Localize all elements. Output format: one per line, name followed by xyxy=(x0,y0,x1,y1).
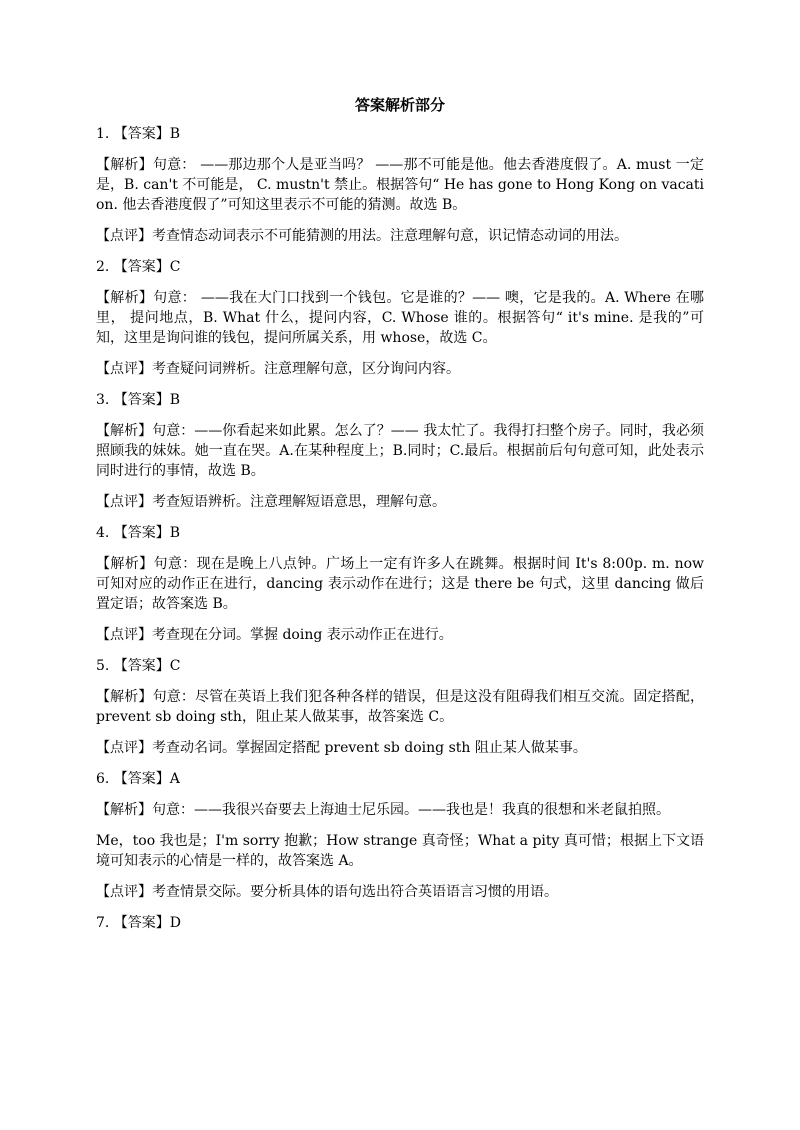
question-block-4 xyxy=(96,523,704,645)
question-block-2 xyxy=(96,257,704,379)
comment-text: 【点评】考查疑问词辨析。注意理解句意，区分询问内容。 xyxy=(96,361,460,377)
comment-text: 【点评】考查情景交际。要分析具体的语句选出符合英语语言习惯的用语。 xyxy=(96,884,558,900)
answer-list xyxy=(96,124,704,944)
answer-line: 6. 【答案】A xyxy=(96,771,180,787)
answer-line: 3. 【答案】B xyxy=(96,392,181,408)
answer-line: 7. 【答案】D xyxy=(96,915,182,931)
question-block-1 xyxy=(96,124,704,246)
comment-text: 【点评】考查短语辨析。注意理解短语意思，理解句意。 xyxy=(96,494,446,510)
page-title: 答案解析部分 xyxy=(354,96,445,114)
question-block-6 xyxy=(96,769,704,902)
question-block-7 xyxy=(96,913,704,933)
question-block-3 xyxy=(96,390,704,512)
answer-line: 4. 【答案】B xyxy=(96,525,181,541)
comment-text: 【点评】考查动名词。掌握固定搭配 prevent sb doing sth 阻止某人做某事。 xyxy=(96,740,587,756)
answer-line: 5. 【答案】C xyxy=(96,658,181,674)
analysis-text: 【解析】句意：现在是晚上八点钟。广场上一定有许多人在跳舞。根据时间 It's 8:00p. m. now 可知对应的动作正在进行，dancing 表示动作在进行；这是 there be 句式，这里 dancing 做后置定语；故答案选 B。 xyxy=(96,556,704,612)
analysis-text-continued: Me，too 我也是；I'm sorry 抱歉；How strange 真奇怪；What a pity 真可惜；根据上下文语境可知表示的心情是一样的，故答案选 A。 xyxy=(96,833,704,869)
analysis-text: 【解析】句意： ——我在大门口找到一个钱包。它是谁的？—— 噢，它是我的。A. Where 在哪里， 提问地点，B. What 什么，提问内容，C. Whose 谁的。根据答句“ it's mine. 是我的”可知，这里是询问谁的钱包，提问所属关系，用 whose，故选 C。 xyxy=(96,290,704,346)
comment-text: 【点评】考查现在分词。掌握 doing 表示动作正在进行。 xyxy=(96,627,453,643)
question-block-5 xyxy=(96,656,704,758)
comment-text: 【点评】考查情态动词表示不可能猜测的用法。注意理解句意，识记情态动词的用法。 xyxy=(96,228,628,244)
answer-line: 2. 【答案】C xyxy=(96,259,181,275)
analysis-text: 【解析】句意： ——那边那个人是亚当吗？ ——那不可能是他。他去香港度假了。A. must 一定是，B. can't 不可能是， C. mustn't 禁止。根据答句“ He has gone to Hong Kong on vacation. 他去香港度假了”可知这里表示不可能的猜测。故选 B。 xyxy=(96,157,704,213)
answer-line: 1. 【答案】B xyxy=(96,126,181,142)
analysis-text: 【解析】句意：尽管在英语上我们犯各种各样的错误，但是这没有阻碍我们相互交流。固定搭配，prevent sb doing sth，阻止某人做某事，故答案选 C。 xyxy=(96,689,704,725)
analysis-text: 【解析】句意：——你看起来如此累。怎么了？—— 我太忙了。我得打扫整个房子。同时，我必须照顾我的妹妹。她一直在哭。A.在某种程度上；B.同时；C.最后。根据前后句句意可知，此处表示同时进行的事情，故选 B。 xyxy=(96,423,704,479)
analysis-text: 【解析】句意：——我很兴奋要去上海迪士尼乐园。——我也是！我真的很想和米老鼠拍照。 xyxy=(96,802,670,818)
